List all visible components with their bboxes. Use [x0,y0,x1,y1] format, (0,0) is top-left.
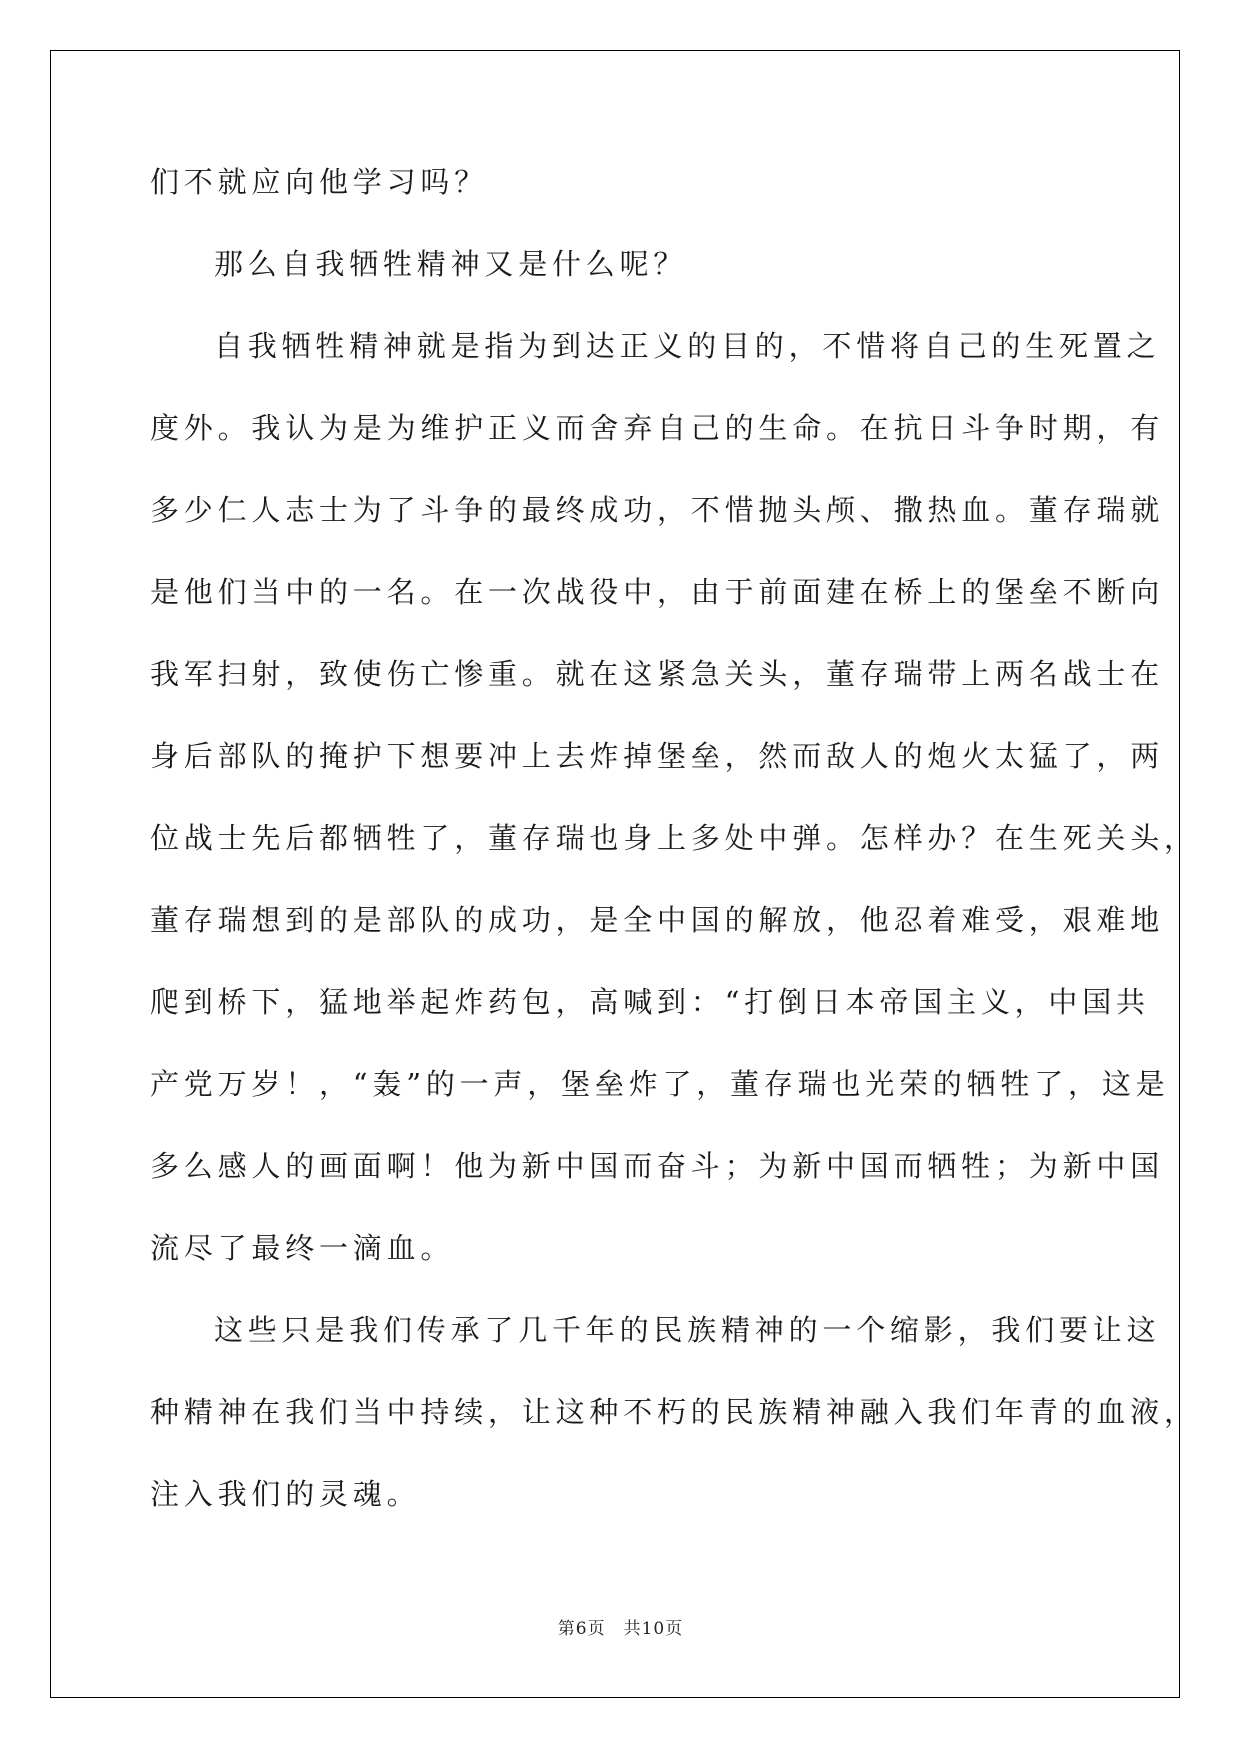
paragraph-start: 这些只是我们传承了几千年的民族精神的一个缩影，我们要让这 [214,1313,1161,1347]
page-total: 共10页 [623,1619,684,1639]
paragraph-start: 自我牺牲精神就是指为到达正义的目的，不惜将自己的生死置之 [214,329,1161,363]
paragraph-start: 那么自我牺牲精神又是什么呢？ [214,247,688,281]
text-line: 注入我们的灵魂。 [150,1477,421,1511]
text-line: 爬到桥下，猛地举起炸药包，高喊到：“打倒日本帝国主义，中国共 [150,985,1150,1019]
text-line: 是他们当中的一名。在一次战役中，由于前面建在桥上的堡垒不断向 [150,575,1165,609]
text-line: 多么感人的画面啊！他为新中国而奋斗；为新中国而牺牲；为新中国 [150,1149,1165,1183]
text-line: 我军扫射，致使伤亡惨重。就在这紧急关头，董存瑞带上两名战士在 [150,657,1165,691]
text-line: 身后部队的掩护下想要冲上去炸掉堡垒，然而敌人的炮火太猛了，两 [150,739,1165,773]
text-line: 产党万岁！，“轰”的一声，堡垒炸了，董存瑞也光荣的牺牲了，这是 [150,1067,1170,1101]
text-line: 种精神在我们当中持续，让这种不朽的民族精神融入我们年青的血液， [150,1395,1198,1429]
text-line: 流尽了最终一滴血。 [150,1231,455,1265]
page-footer [0,1614,1241,1639]
text-line: 们不就应向他学习吗？ [150,165,489,199]
page-number: 第6页 [557,1619,606,1639]
text-line: 位战士先后都牺牲了，董存瑞也身上多处中弹。怎样办？在生死关头， [150,821,1198,855]
text-line: 度外。我认为是为维护正义而舍弃自己的生命。在抗日斗争时期，有 [150,411,1165,445]
text-line: 多少仁人志士为了斗争的最终成功，不惜抛头颅、撒热血。董存瑞就 [150,493,1165,527]
document-body [150,162,1198,1556]
text-line: 董存瑞想到的是部队的成功，是全中国的解放，他忍着难受，艰难地 [150,903,1165,937]
